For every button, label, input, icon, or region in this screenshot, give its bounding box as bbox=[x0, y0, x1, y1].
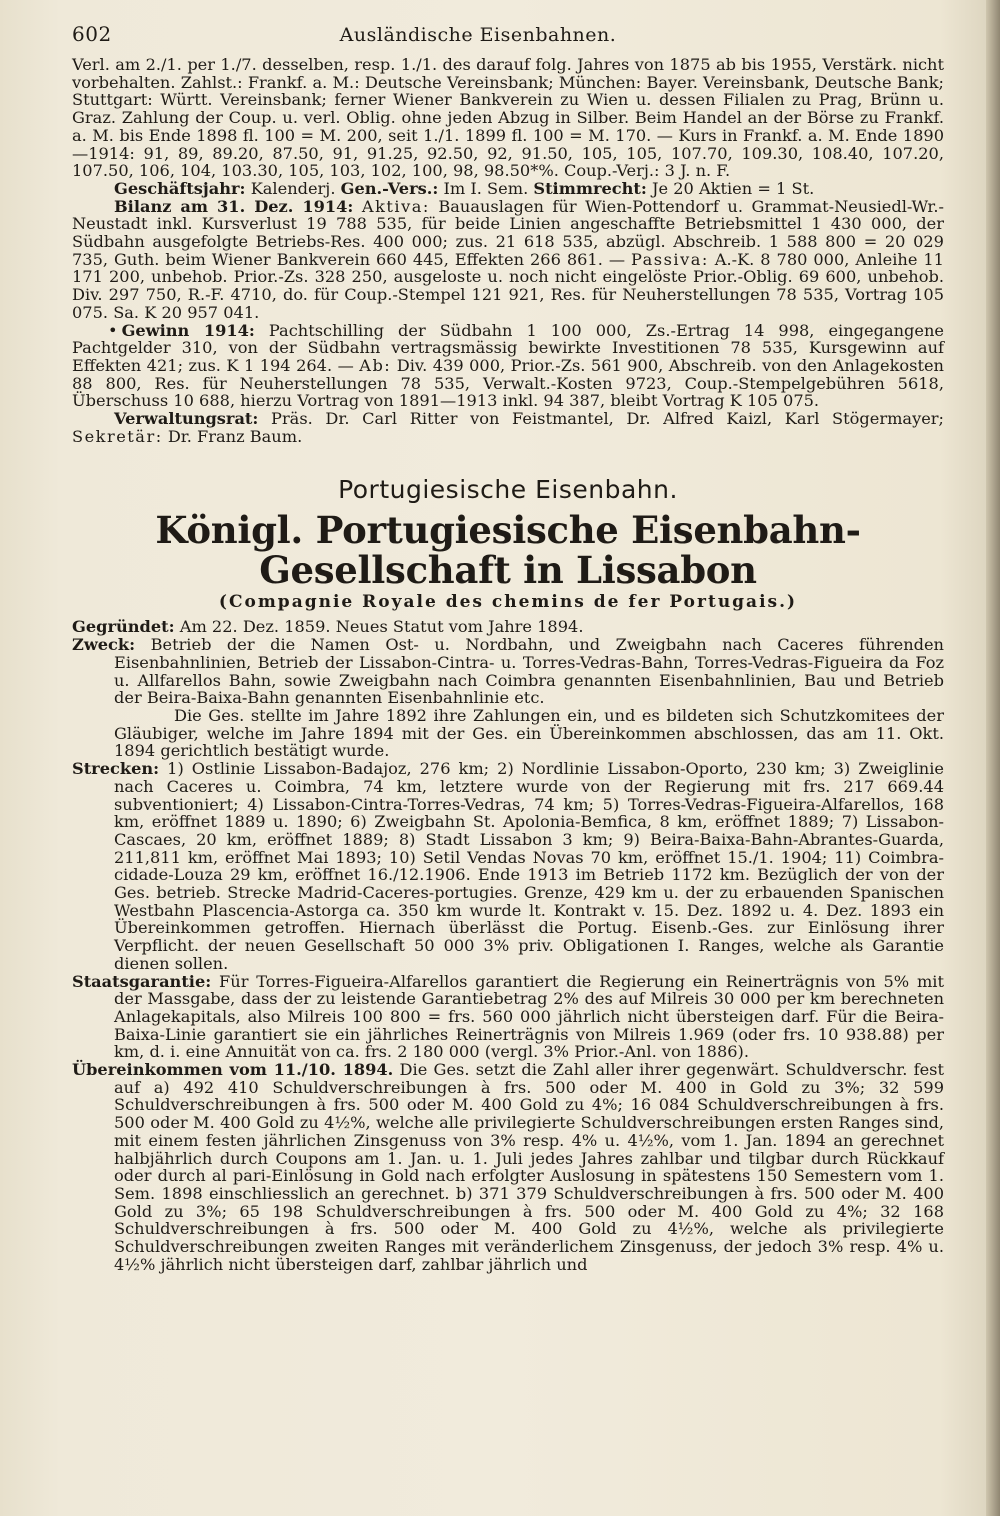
routes-text: 1) Ostlinie Lissabon-Badajoz, 276 km; 2) Nordlinie Lissabon-Oporto, 230 km; 3) Zweiglinie nach Caceres u. Coimbra, 74 km, letztere wurde von der Regierung mit frs. 217 669.44 subventioniert; 4) Lissabon-Cintra-Torres-Vedras, 74 km; 5) Torres-Vedras-Figueira-Alfarellos, 168 km, eröffnet 1889 u. 1890; 6) Zweigbahn St. Apolonia-Bemfica, 8 km, eröffnet 1889; 7) Lissabon-Cascaes, 20 km, eröffnet 1889; 8) Stadt Lissabon 3 km; 9) Beira-Baixa-Bahn-Abrantes-Guarda, 211,811 km, eröffnet Mai 1893; 10) Setil Vendas Novas 70 km, eröffnet 15./1. 1904; 11) Coimbra-cidade-Louza 29 km, eröffnet 16./12.1906. Ende 1913 im Betrieb 1172 km. Bezüglich der von der Ges. betrieb. Strecke Madrid-Caceres-portugies. Grenze, 429 km u. der zu erbauenden Spanischen Westbahn Plascencia-Astorga ca. 350 km wurde lt. Kontrakt v. 15. Dez. 1892 u. 4. Dez. 1893 ein Übereinkommen getroffen. Hiernach überlässt die Portug. Eisenb.-Ges. zur Einlösung ihrer Verpflicht. der neuen Gesellschaft 50 000 3% priv. Obligationen I. Ranges, welche als Garantie dienen sollen. bbox=[114, 759, 944, 973]
founded-paragraph bbox=[72, 618, 944, 636]
voting-right-value: Je 20 Aktien = 1 St. bbox=[652, 178, 815, 198]
founded-text: Am 22. Dez. 1859. Neues Statut vom Jahre 1894. bbox=[179, 617, 584, 637]
purpose-text-2: Die Ges. stellte im Jahre 1892 ihre Zahlungen ein, und es bildeten sich Schutzkomitees der Gläubiger, welche im Jahre 1894 mit der Ges. ein Übereinkommen abschlossen, das am 11. Okt. 1894 gerichtlich bestätigt wurde. bbox=[114, 705, 944, 761]
board-paragraph bbox=[72, 410, 944, 445]
loan-terms-paragraph bbox=[72, 56, 944, 180]
agreement-paragraph bbox=[72, 1061, 944, 1273]
secretary-text: Dr. Franz Baum. bbox=[167, 426, 303, 446]
assets-text: Bauauslagen für Wien-Pottendorf u. Grammat-Neusiedl-Wr.-Neustadt inkl. Kursverlust 19 788 535, für beide Linien angeschaffte Betriebsmittel 1 430 000, der Südbahn ausgefolgte Betriebs-Res. 400 000; zus. 21 618 535, abzügl. Abschreib. 1 588 800 = 20 029 735, Guth. beim Wiener Bankverein 660 445, Effekten 266 861. — bbox=[72, 196, 944, 269]
loan-terms-text: Verl. am 2./1. per 1./7. desselben, resp. 1./1. des darauf folg. Jahres von 1875 ab bis 1955, Verstärk. nicht vorbehalten. Zahlst.: Frankf. a. M.: Deutsche Vereinsbank; München: Bayer. Vereinsbank, Deutsche Bank; Stuttgart: Württ. Vereinsbank; ferner Wiener Bankverein zu Wien u. dessen Filialen zu Prag, Brünn u. Graz. Zahlung der Coup. u. verl. Oblig. ohne jeden Abzug in Silber. Beim Handel an der Börse zu Frankf. a. M. bis Ende 1898 fl. 100 = M. 200, seit 1./1. 1899 fl. 100 = M. 170. — Kurs in Frankf. a. M. Ende 1890—1914: 91, 89, 89.20, 87.50, 91, 91.25, 92.50, 92, 91.50, 105, 105, 107.70, 109.30, 108.40, 107.20, 107.50, 106, 104, 103.30, 105, 103, 102, 100, 98, 98.50*%. Coup.-Verj.: 3 J. n. F. bbox=[72, 55, 944, 181]
deductions-text: Div. 439 000, Prior.-Zs. 561 900, Abschreib. von den Anlagekosten 88 800, Res. für Neuherstellungen 78 535, Verwalt.-Kosten 9723, Coup.-Stempelgebühren 5618, Überschuss 10 688, hierzu Vortrag von 1891—1913 inkl. 94 387, bleibt Vortrag K 105 075. bbox=[72, 355, 944, 411]
liabilities-text: A.-K. 8 780 000, Anleihe 11 171 200, unbehob. Prior.-Zs. 328 250, ausgeloste u. noch nicht eingelöste Prior.-Oblig. 69 600, unbehob. Div. 297 750, R.-F. 4710, do. für Coup.-Stempel 121 921, Res. für Neuherstellungen 78 535, Vortrag 105 075. Sa. K 20 957 041. bbox=[72, 249, 944, 322]
purpose-paragraph-2 bbox=[72, 707, 944, 760]
founded-label: Gegründet: bbox=[72, 617, 175, 637]
purpose-text: Betrieb der die Namen Ost- u. Nordbahn, und Zweigbahn nach Caceres führenden Eisenbahnlinien, Betrieb der Lissabon-Cintra- u. Torres-Vedras-Bahn, Torres-Vedras-Figueira da Foz u. Allfarellos Bahn, sowie Zweigbahn nach Coimbra genannten Eisenbahnlinien, Bau und Betrieb der Beira-Baixa-Bahn genannten Eisenbahnlinie etc. bbox=[114, 635, 944, 708]
fiscal-year-value: Kalenderj. bbox=[250, 178, 336, 198]
liabilities-label: Passiva: bbox=[630, 249, 709, 269]
board-label: Verwaltungsrat: bbox=[114, 409, 259, 429]
state-guarantee-label: Staatsgarantie: bbox=[72, 971, 212, 991]
company-subtitle: (Compagnie Royale des chemins de fer Portugais.) bbox=[218, 592, 798, 613]
assets-label: Aktiva: bbox=[361, 196, 430, 216]
page-number: 602 bbox=[72, 22, 112, 46]
agreement-text: Die Ges. setzt die Zahl aller ihrer gegenwärt. Schuldverschr. fest auf a) 492 410 Schuldverschreibungen à frs. 500 oder M. 400 in Gold zu 3%; 32 599 Schuldverschreibungen à frs. 500 oder M. 400 Gold zu 4%; 16 084 Schuldverschreibungen à frs. 500 oder M. 400 Gold zu 4½%, welche alle privilegierte Schuldverschreibungen ersten Ranges sind, mit einem festen jährlichen Zinsgenuss von 3% resp. 4% u. 4½%, vom 1. Jan. 1894 an gerechnet halbjährlich durch Coupons am 1. Jan. u. 1. Juli jedes Jahres zahlbar und tilgbar durch Rückkauf oder durch al pari-Einlösung in Gold nach erfolgter Auslosung in spätestens 150 Semestern vom 1. Sem. 1898 einschliesslich an gerechnet. b) 371 379 Schuldverschreibungen à frs. 500 oder M. 400 Gold zu 3%; 65 198 Schuldverschreibungen à frs. 500 oder M. 400 Gold zu 4%; 32 168 Schuldverschreibungen à frs. 500 oder M. 400 Gold zu 4½%, welche als privilegierte Schuldverschreibungen zweiten Ranges mit veränderlichem Zinsgenuss, der jedoch 3% resp. 4% u. 4½% jährlich nicht übersteigen darf, zahlbar jährlich und bbox=[114, 1060, 944, 1274]
state-guarantee-paragraph bbox=[72, 973, 944, 1062]
profit-text: Pachtschilling der Südbahn 1 100 000, Zs.-Ertrag 14 998, eingegangene Pachtgelder 310, von der Südbahn vertragsmässig bewirkte Investitionen 78 535, Kursgewinn auf Effekten 421; zus. K 1 194 264. — bbox=[72, 320, 944, 375]
company-title: Königl. Portugiesische Eisenbahn-Gesellschaft in Lissabon bbox=[155, 508, 861, 593]
running-head bbox=[72, 22, 944, 56]
purpose-label: Zweck: bbox=[72, 635, 136, 655]
balance-label: Bilanz am 31. Dez. 1914: bbox=[114, 196, 354, 216]
running-title: Ausländische Eisenbahnen. bbox=[339, 24, 617, 46]
agreement-label: Übereinkommen vom 11./10. 1894. bbox=[72, 1060, 394, 1080]
deductions-label: Ab: bbox=[359, 355, 392, 375]
fiscal-year-label: Geschäftsjahr: bbox=[114, 178, 246, 198]
general-info-line bbox=[72, 180, 944, 198]
section-title: Portugiesische Eisenbahn. bbox=[338, 475, 678, 505]
purpose-paragraph bbox=[72, 636, 944, 707]
general-meeting-label: Gen.-Vers.: bbox=[340, 178, 439, 198]
voting-right-label: Stimmrecht: bbox=[533, 178, 647, 198]
balance-sheet-paragraph bbox=[72, 198, 944, 322]
bullet-mark: • bbox=[108, 320, 118, 340]
routes-paragraph bbox=[72, 760, 944, 972]
state-guarantee-text: Für Torres-Figueira-Alfarellos garantiert die Regierung ein Reinerträgnis von 5% mit der Massgabe, dass der zu leistende Garantiebetrag 2% des auf Milreis 30 000 per km berechneten Anlagekapitals, also Milreis 100 800 = frs. 560 000 jährlich nicht übersteigen darf. Für die Beira-Baixa-Linie garantiert sie ein jährliches Reinerträgnis von Milreis 1.969 (oder frs. 10 938.88) per km, d. i. eine Annuität von ca. frs. 2 180 000 (vergl. 3% Prior.-Anl. von 1886). bbox=[114, 971, 944, 1062]
profit-paragraph bbox=[72, 322, 944, 411]
board-text: Präs. Dr. Carl Ritter von Feistmantel, Dr. Alfred Kaizl, Karl Stögermayer; bbox=[271, 409, 944, 429]
routes-label: Strecken: bbox=[72, 759, 160, 779]
secretary-label: Sekretär: bbox=[72, 426, 163, 446]
profit-label: Gewinn 1914: bbox=[121, 320, 255, 340]
general-meeting-value: Im I. Sem. bbox=[443, 178, 529, 198]
page-edge bbox=[986, 0, 1000, 1516]
